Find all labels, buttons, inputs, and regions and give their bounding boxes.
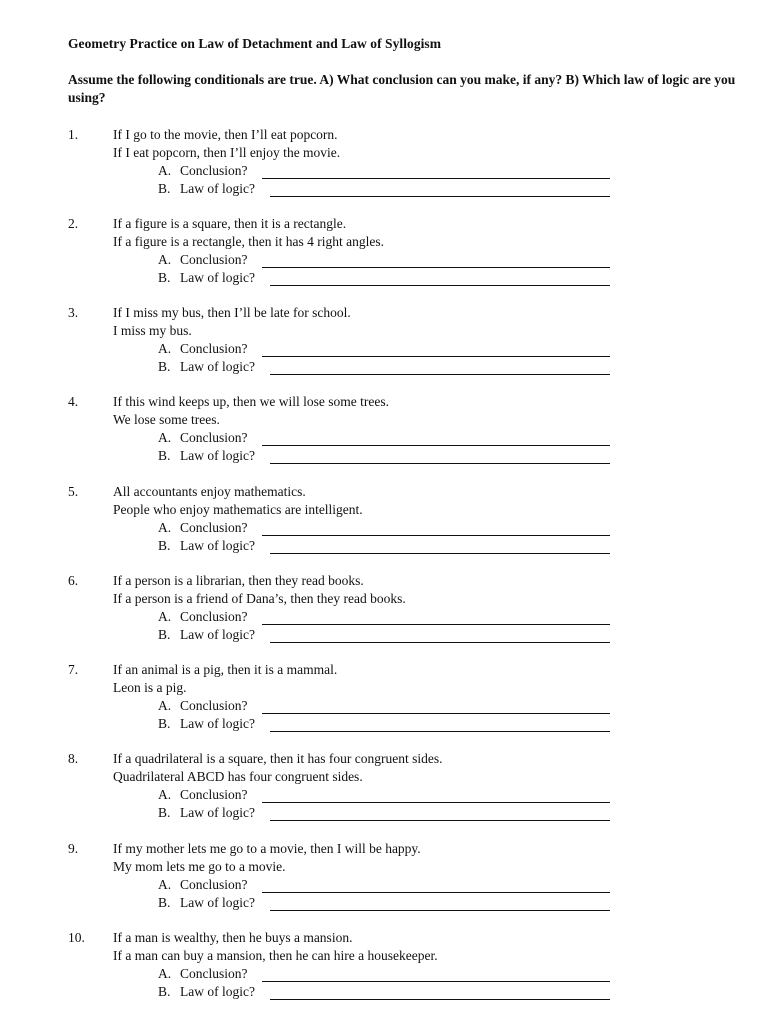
question-number: 7. — [68, 662, 79, 677]
question-item — [0, 750, 768, 836]
conclusion-prompt: A. Conclusion? — [158, 163, 248, 178]
question-premise-2: We lose some trees. — [113, 412, 220, 427]
conclusion-prompt: A. Conclusion? — [158, 698, 248, 713]
law-answer-line[interactable] — [270, 910, 610, 911]
law-answer-line[interactable] — [270, 285, 610, 286]
question-premise-1: If a person is a librarian, then they read books. — [113, 573, 364, 588]
conclusion-prompt: A. Conclusion? — [158, 252, 248, 267]
question-premise-1: If this wind keeps up, then we will lose some trees. — [113, 394, 389, 409]
question-item — [0, 840, 768, 926]
question-premise-1: If I go to the movie, then I’ll eat popcorn. — [113, 127, 338, 142]
conclusion-answer-line[interactable] — [262, 445, 610, 446]
conclusion-answer-line[interactable] — [262, 356, 610, 357]
conclusion-answer-line[interactable] — [262, 713, 610, 714]
question-number: 9. — [68, 841, 79, 856]
question-number: 3. — [68, 305, 79, 320]
question-item — [0, 304, 768, 390]
question-number: 5. — [68, 484, 79, 499]
conclusion-prompt: A. Conclusion? — [158, 609, 248, 624]
question-number: 10. — [68, 930, 85, 945]
law-of-logic-prompt: B. Law of logic? — [158, 359, 255, 374]
question-item — [0, 126, 768, 212]
worksheet-instructions: Assume the following conditionals are true. A) What conclusion can you make, if any? B) Which law of logic are you using? — [68, 72, 736, 105]
law-of-logic-prompt: B. Law of logic? — [158, 448, 255, 463]
law-of-logic-prompt: B. Law of logic? — [158, 984, 255, 999]
question-number: 4. — [68, 394, 79, 409]
conclusion-prompt: A. Conclusion? — [158, 430, 248, 445]
law-answer-line[interactable] — [270, 463, 610, 464]
question-premise-2: People who enjoy mathematics are intelligent. — [113, 502, 363, 517]
conclusion-prompt: A. Conclusion? — [158, 787, 248, 802]
conclusion-answer-line[interactable] — [262, 624, 610, 625]
question-premise-1: If my mother lets me go to a movie, then I will be happy. — [113, 841, 421, 856]
question-number: 8. — [68, 751, 79, 766]
question-premise-2: Quadrilateral ABCD has four congruent sides. — [113, 769, 363, 784]
question-premise-2: Leon is a pig. — [113, 680, 187, 695]
question-number: 6. — [68, 573, 79, 588]
law-of-logic-prompt: B. Law of logic? — [158, 627, 255, 642]
question-premise-1: If a figure is a square, then it is a rectangle. — [113, 216, 347, 231]
conclusion-prompt: A. Conclusion? — [158, 341, 248, 356]
conclusion-answer-line[interactable] — [262, 802, 610, 803]
worksheet-title: Geometry Practice on Law of Detachment and Law of Syllogism — [68, 36, 442, 51]
law-of-logic-prompt: B. Law of logic? — [158, 181, 255, 196]
question-item — [0, 572, 768, 658]
question-premise-2: If a man can buy a mansion, then he can hire a housekeeper. — [113, 948, 438, 963]
question-number: 1. — [68, 127, 79, 142]
conclusion-answer-line[interactable] — [262, 981, 610, 982]
question-item — [0, 393, 768, 479]
question-premise-2: My mom lets me go to a movie. — [113, 859, 286, 874]
question-item — [0, 215, 768, 301]
conclusion-prompt: A. Conclusion? — [158, 966, 248, 981]
question-item — [0, 483, 768, 569]
law-answer-line[interactable] — [270, 999, 610, 1000]
law-answer-line[interactable] — [270, 820, 610, 821]
law-answer-line[interactable] — [270, 553, 610, 554]
law-answer-line[interactable] — [270, 731, 610, 732]
question-item — [0, 661, 768, 747]
question-premise-1: All accountants enjoy mathematics. — [113, 484, 306, 499]
question-premise-2: If a figure is a rectangle, then it has 4 right angles. — [113, 234, 385, 249]
law-of-logic-prompt: B. Law of logic? — [158, 270, 255, 285]
conclusion-answer-line[interactable] — [262, 892, 610, 893]
question-premise-1: If an animal is a pig, then it is a mammal. — [113, 662, 338, 677]
law-of-logic-prompt: B. Law of logic? — [158, 716, 255, 731]
conclusion-answer-line[interactable] — [262, 267, 610, 268]
law-of-logic-prompt: B. Law of logic? — [158, 895, 255, 910]
question-premise-1: If I miss my bus, then I’ll be late for school. — [113, 305, 351, 320]
question-premise-2: I miss my bus. — [113, 323, 192, 338]
law-answer-line[interactable] — [270, 374, 610, 375]
question-number: 2. — [68, 216, 79, 231]
conclusion-prompt: A. Conclusion? — [158, 877, 248, 892]
law-answer-line[interactable] — [270, 196, 610, 197]
conclusion-answer-line[interactable] — [262, 178, 610, 179]
question-premise-2: If I eat popcorn, then I’ll enjoy the movie. — [113, 145, 341, 160]
question-premise-2: If a person is a friend of Dana’s, then they read books. — [113, 591, 406, 606]
law-of-logic-prompt: B. Law of logic? — [158, 538, 255, 553]
law-answer-line[interactable] — [270, 642, 610, 643]
question-premise-1: If a man is wealthy, then he buys a mansion. — [113, 930, 353, 945]
law-of-logic-prompt: B. Law of logic? — [158, 805, 255, 820]
question-item — [0, 929, 768, 1015]
question-premise-1: If a quadrilateral is a square, then it has four congruent sides. — [113, 751, 443, 766]
conclusion-prompt: A. Conclusion? — [158, 520, 248, 535]
conclusion-answer-line[interactable] — [262, 535, 610, 536]
